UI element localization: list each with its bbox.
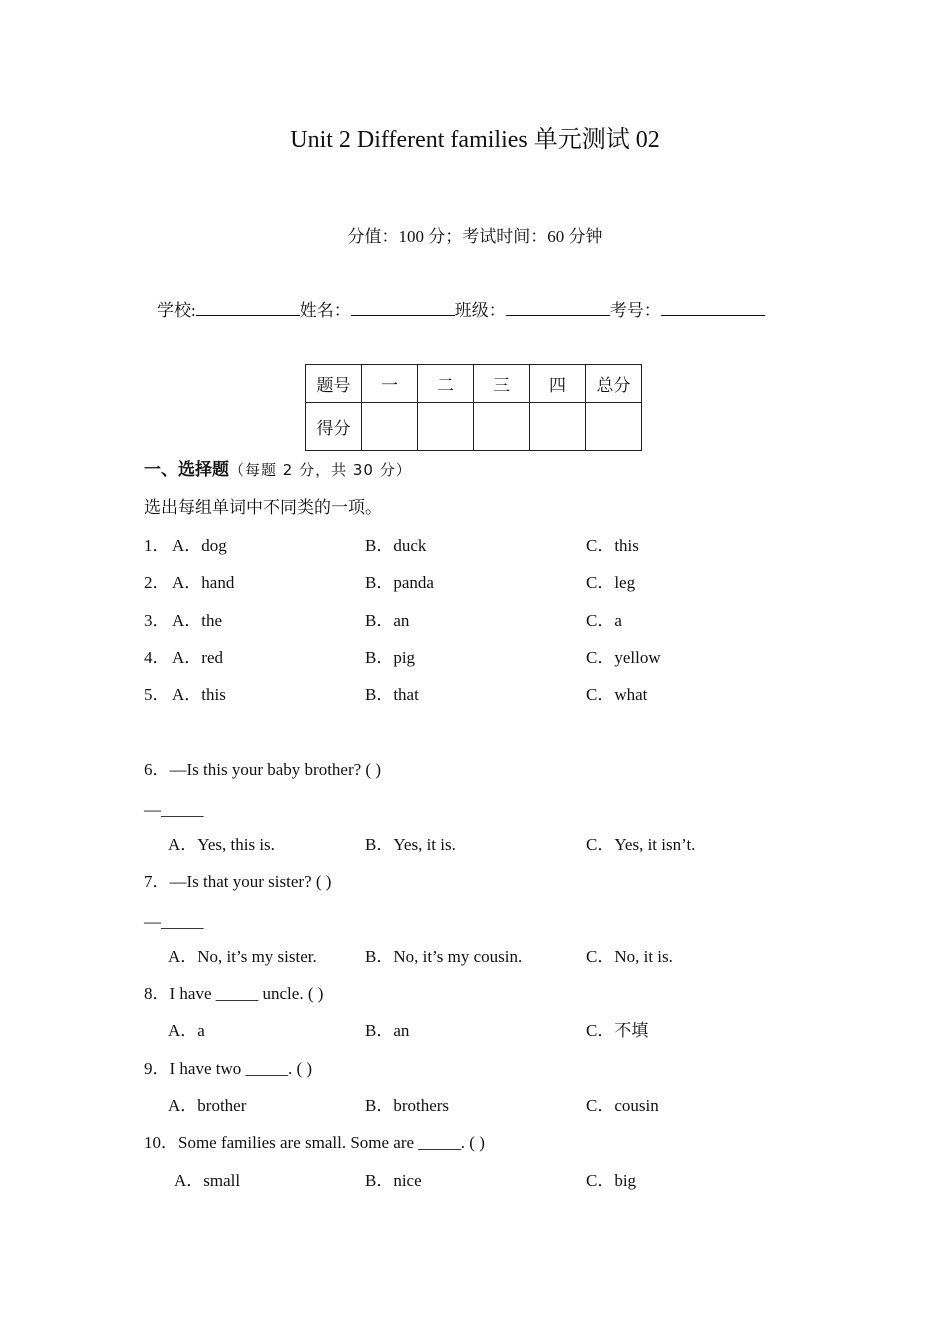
class-label: 班级： [454,301,506,320]
answer-line: —_____ [144,912,204,931]
option-c[interactable]: C．this [586,536,639,555]
option-b[interactable]: B．that [365,685,419,704]
question-number: 2． [144,573,170,592]
score-header-cell: 一 [362,365,418,403]
option-b[interactable]: B．nice [365,1171,422,1190]
option-b[interactable]: B．No, it’s my cousin. [365,947,523,966]
option-c[interactable]: C．big [586,1171,637,1190]
option-c[interactable]: C．No, it is. [586,947,673,966]
question-stem: 7．—Is that your sister? ( ) [144,872,332,891]
school-blank[interactable] [196,299,300,316]
option-c[interactable]: C．不填 [586,1021,649,1040]
question-stem: 9．I have two _____. ( ) [144,1059,313,1078]
option-a[interactable]: A．this [172,685,226,704]
option-b[interactable]: B．brothers [365,1096,450,1115]
page-title: Unit 2 Different families 单元测试 02 [290,127,660,153]
number-label: 考号： [609,301,661,320]
exam-meta: 分值：100 分；考试时间：60 分钟 [347,227,603,246]
option-a[interactable]: A．hand [172,573,235,592]
name-label: 姓名： [299,301,351,320]
score-row-label: 得分 [306,403,362,451]
option-b[interactable]: B．Yes, it is. [365,835,456,854]
option-c[interactable]: C．what [586,685,648,704]
option-a[interactable]: A．a [168,1021,205,1040]
option-a[interactable]: A．dog [172,536,227,555]
option-a[interactable]: A．brother [168,1096,247,1115]
score-header-cell: 总分 [586,365,642,403]
option-b[interactable]: B．pig [365,648,416,667]
score-header-cell: 题号 [306,365,362,403]
option-c[interactable]: C．Yes, it isn’t. [586,835,696,854]
option-a[interactable]: A．red [172,648,223,667]
option-b[interactable]: B．an [365,611,410,630]
option-a[interactable]: A．Yes, this is. [168,835,275,854]
section-title: 一、选择题 [144,460,229,479]
section-note: （每题 2 分，共 30 分） [229,461,412,479]
number-blank[interactable] [661,299,765,316]
option-b[interactable]: B．duck [365,536,427,555]
option-b[interactable]: B．panda [365,573,434,592]
section-instruction: 选出每组单词中不同类的一项。 [144,498,382,517]
question-number: 4． [144,648,170,667]
option-c[interactable]: C．yellow [586,648,661,667]
score-cell[interactable] [474,403,530,451]
question-number: 3． [144,611,170,630]
student-info-fields [157,296,765,321]
score-cell[interactable] [362,403,418,451]
name-blank[interactable] [351,299,455,316]
answer-line: —_____ [144,800,204,819]
question-stem: 8．I have _____ uncle. ( ) [144,984,324,1003]
option-c[interactable]: C．cousin [586,1096,659,1115]
section-heading [144,459,412,481]
option-c[interactable]: C．a [586,611,622,630]
score-cell[interactable] [586,403,642,451]
question-stem: 10．Some families are small. Some are _____. ( ) [144,1133,485,1152]
option-a[interactable]: A．the [172,611,223,630]
score-cell[interactable] [530,403,586,451]
question-number: 1． [144,536,170,555]
class-blank[interactable] [506,299,610,316]
question-stem: 6．—Is this your baby brother? ( ) [144,760,382,779]
school-label: 学校: [157,301,196,320]
score-header-cell: 三 [474,365,530,403]
score-header-cell: 二 [418,365,474,403]
option-b[interactable]: B．an [365,1021,410,1040]
option-a[interactable]: A．No, it’s my sister. [168,947,317,966]
score-table [305,364,642,451]
question-number: 5． [144,685,170,704]
score-header-cell: 四 [530,365,586,403]
score-cell[interactable] [418,403,474,451]
option-a[interactable]: A．small [174,1171,241,1190]
option-c[interactable]: C．leg [586,573,636,592]
